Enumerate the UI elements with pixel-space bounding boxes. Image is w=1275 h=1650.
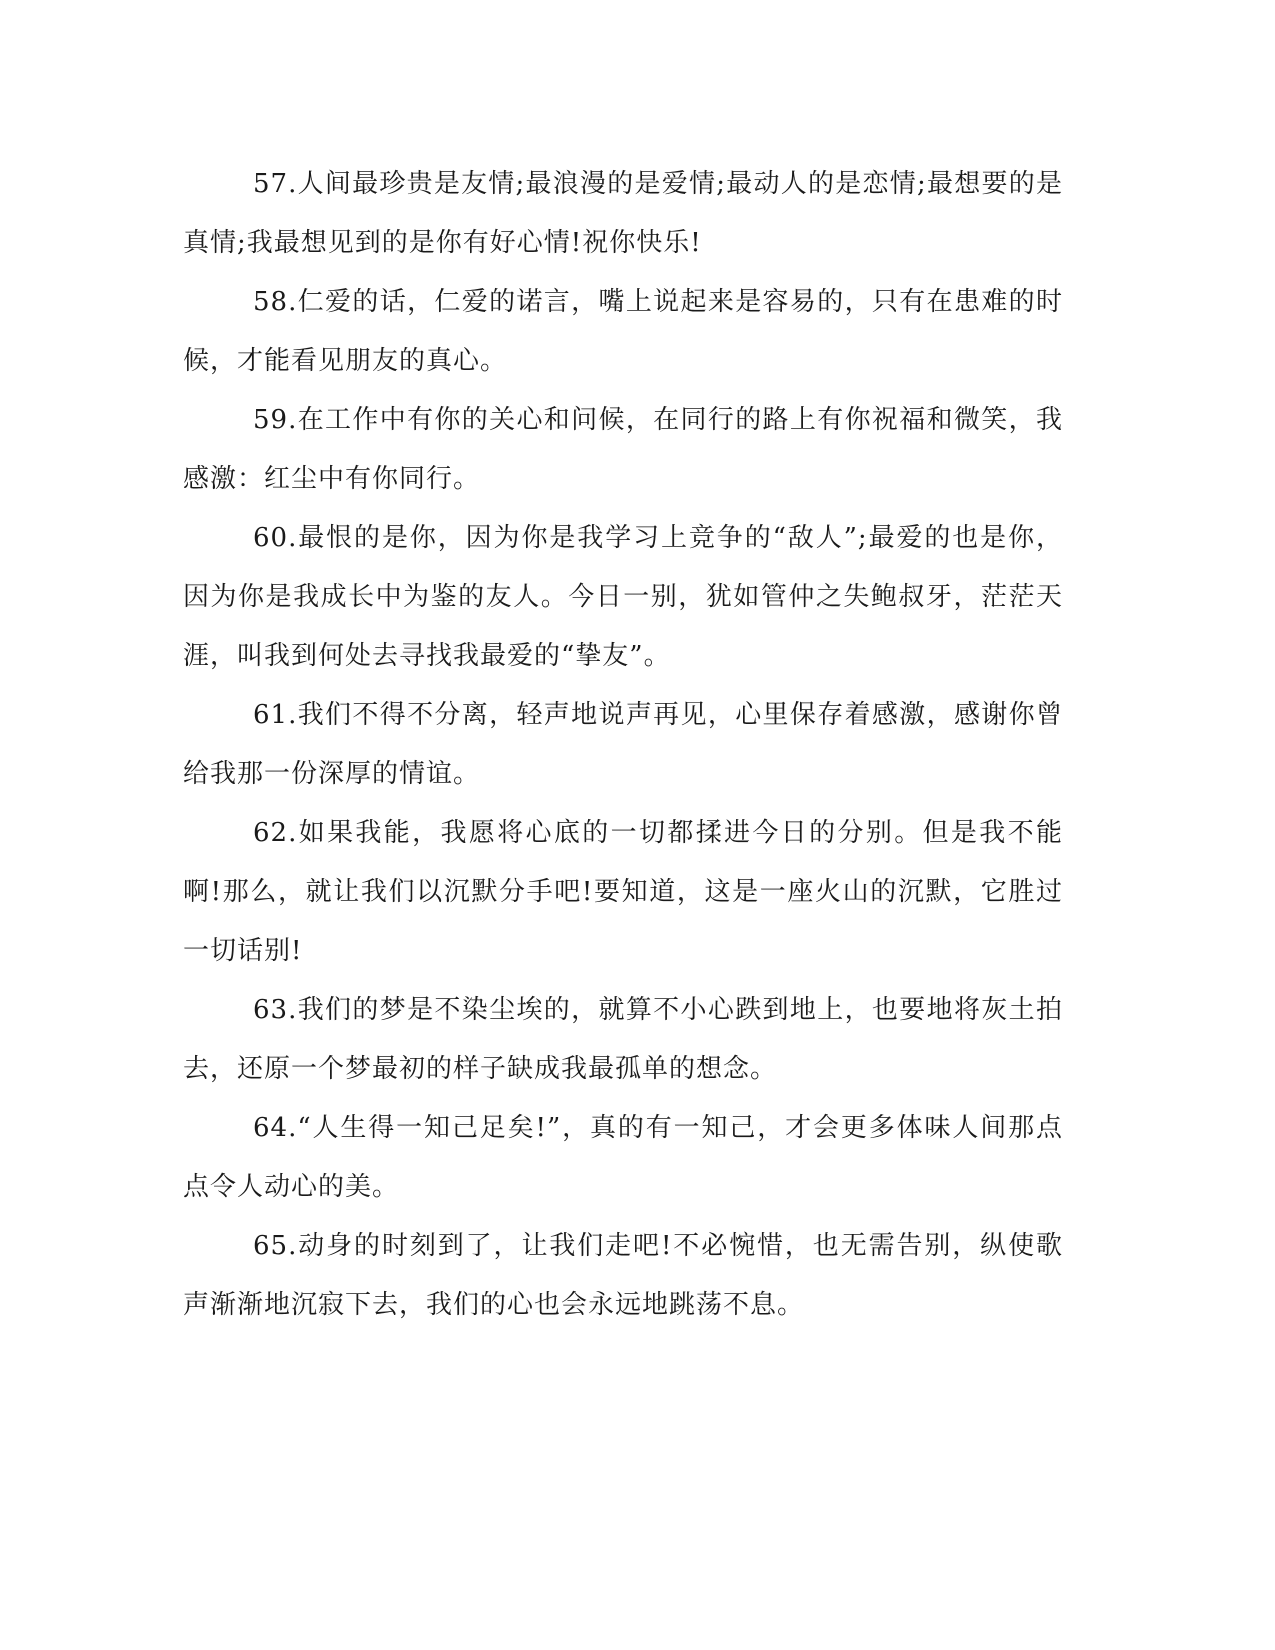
paragraph-60: 60.最恨的是你，因为你是我学习上竞争的“敌人”;最爱的也是你，因为你是我成长中为鉴的友人。今日一别，犹如管仲之失鲍叔牙，茫茫天涯，叫我到何处去寻找我最爱的“挚友”。 — [183, 523, 1063, 671]
paragraph-63: 63.我们的梦是不染尘埃的，就算不小心跌到地上，也要地将灰土拍去，还原一个梦最初的样子缺成我最孤单的想念。 — [183, 995, 1063, 1084]
document-body — [183, 155, 1063, 1335]
paragraph-58: 58.仁爱的话，仁爱的诺言，嘴上说起来是容易的，只有在患难的时候，才能看见朋友的真心。 — [183, 287, 1063, 376]
paragraph-62: 62.如果我能，我愿将心底的一切都揉进今日的分别。但是我不能啊!那么，就让我们以沉默分手吧!要知道，这是一座火山的沉默，它胜过一切话别! — [183, 818, 1063, 966]
paragraph-64: 64.“人生得一知己足矣!”，真的有一知己，才会更多体味人间那点点令人动心的美。 — [183, 1113, 1063, 1202]
paragraph-65: 65.动身的时刻到了，让我们走吧!不必惋惜，也无需告别，纵使歌声渐渐地沉寂下去，我们的心也会永远地跳荡不息。 — [183, 1231, 1063, 1320]
paragraph-57: 57.人间最珍贵是友情;最浪漫的是爱情;最动人的是恋情;最想要的是真情;我最想见到的是你有好心情!祝你快乐! — [183, 169, 1063, 258]
paragraph-59: 59.在工作中有你的关心和问候，在同行的路上有你祝福和微笑，我感激：红尘中有你同行。 — [183, 405, 1063, 494]
paragraph-61: 61.我们不得不分离，轻声地说声再见，心里保存着感激，感谢你曾给我那一份深厚的情谊。 — [183, 700, 1063, 789]
